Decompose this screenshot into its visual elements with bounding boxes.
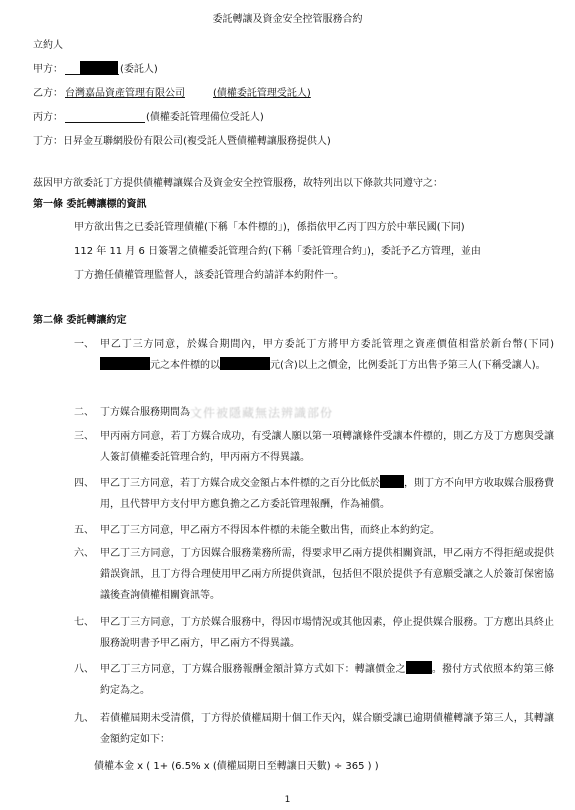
- clause-text-part: 甲乙丁三方同意，若丁方媒合成交金額占本件標的之百分比低於: [100, 478, 380, 489]
- redaction-box: [380, 475, 404, 488]
- clause-text: 甲乙丁三方同意，丁方於媒合服務中，得因市場情況或其他因素，停止提供媒合服務。丁方應出具終止服務說明書予甲乙兩方，甲乙兩方不得異議。: [100, 617, 554, 649]
- article-1-heading: 第一條 委託轉讓標的資訊: [33, 199, 147, 210]
- clause-text: 甲乙丁三方同意，甲乙兩方不得因本件標的未能全數出售，而終止本約約定。: [100, 525, 440, 536]
- clause-text-part: 元(含)以上之價金，比例委託丁方出售予第三人(下稱受讓人)。: [270, 360, 546, 371]
- clause-number: 六、: [74, 548, 94, 559]
- page-number: 1: [284, 795, 291, 805]
- party-b-label: 乙方：: [33, 88, 63, 99]
- party-c-label: 丙方：: [33, 112, 63, 123]
- party-d-line: 丁方：日昇金互聯網股份有限公司(複受託人暨債權轉讓服務提供人): [33, 136, 331, 147]
- clause-number: 三、: [74, 431, 94, 442]
- clause-text-part: 。撥付方式依照本約第三條約定為之。: [100, 664, 555, 696]
- clause-text-part: ，則丁方不向甲方收取媒合服務費用，且代替甲方支付甲方應負擔之乙方委託管理報酬，作為補償。: [100, 478, 554, 510]
- clause-number: 七、: [74, 617, 94, 628]
- article-1-line: 甲方欲出售之已委託管理債權(下稱「本件標的」)，係指依甲乙丙丁四方於中華民國(下同): [74, 222, 465, 233]
- clause-number: 四、: [74, 478, 94, 489]
- party-b-company: 台灣嘉品資產管理有限公司: [65, 88, 185, 99]
- parties-header: 立約人: [33, 40, 63, 51]
- redaction-box: [406, 661, 432, 674]
- clause-text-part: 元之本件標的以: [150, 360, 220, 371]
- party-c-blank-line: [65, 110, 145, 123]
- redaction-box: [100, 357, 150, 370]
- party-a-redaction: [80, 61, 118, 75]
- article-1-line: 丁方擔任債權管理監督人，該委託管理合約請詳本約附件一。: [74, 270, 344, 281]
- clause-text-part: 甲乙丁三方同意，丁方媒合服務報酬金額計算方式如下：轉讓價金之: [100, 664, 406, 675]
- redaction-box: [220, 357, 270, 370]
- clause-text: 甲乙丁三方同意，丁方因媒合服務業務所需，得要求甲乙兩方提供相關資訊，甲乙兩方不得拒絕或提供錯誤資訊，且丁方得合理使用甲乙兩方所提供資訊，包括但不限於提供予有意願受讓之人於簽訂保密協議後查詢債權相關資訊等。: [100, 548, 554, 601]
- clause-text: [100, 473, 554, 515]
- clause-text-part: 甲乙丁三方同意，於媒合期間內，甲方委託丁方將甲方委託管理之資產價值相當於新台幣(下同): [100, 339, 554, 350]
- clause-text-part: 丁方媒合服務期間為: [100, 407, 190, 418]
- clause-number: 九、: [74, 713, 94, 724]
- party-a-role: (委託人): [120, 64, 158, 75]
- party-c-role: (債權委託管理備位受託人): [146, 112, 264, 123]
- article-1-line: 112 年 11 月 6 日簽署之債權委託管理合約(下稱「委託管理合約」)，委託予乙方管理，並由: [74, 246, 481, 257]
- clause-text: 甲丙兩方同意，若丁方媒合成功，有受讓人願以第一項轉讓條件受讓本件標的，則乙方及丁方應與受讓人簽訂債權委託管理合約，甲丙兩方不得異議。: [100, 431, 554, 463]
- clause-number: 五、: [74, 525, 94, 536]
- article-2-heading: 第二條 委託轉讓約定: [33, 315, 127, 326]
- clause-number: 二、: [74, 407, 94, 418]
- clause-text: [100, 659, 554, 701]
- transfer-amount-formula: 債權本金 x ( 1+ (6.5% x (債權屆期日至轉讓日天數) ÷ 365 ) ): [94, 761, 379, 772]
- clause-number: 八、: [74, 664, 94, 675]
- party-a-label: 甲方：: [33, 64, 63, 75]
- clause-text: [100, 402, 554, 424]
- document-title: 委託轉讓及資金安全控管服務合約: [212, 14, 363, 25]
- clause-text: 若債權屆期未受清償，丁方得於債權屆期十個工作天內，媒合願受讓已逾期債權轉讓予第三人，其轉讓金額約定如下：: [100, 713, 554, 745]
- obscured-text: 文件被隱藏無法辨識部份: [190, 406, 334, 420]
- preamble: 茲因甲方欲委託丁方提供債權轉讓媒合及資金安全控管服務，故特列出以下條款共同遵守之：: [33, 178, 443, 189]
- clause-text: [100, 334, 554, 376]
- clause-number: 一、: [74, 339, 94, 350]
- party-b-role: (債權委託管理受託人): [213, 88, 311, 99]
